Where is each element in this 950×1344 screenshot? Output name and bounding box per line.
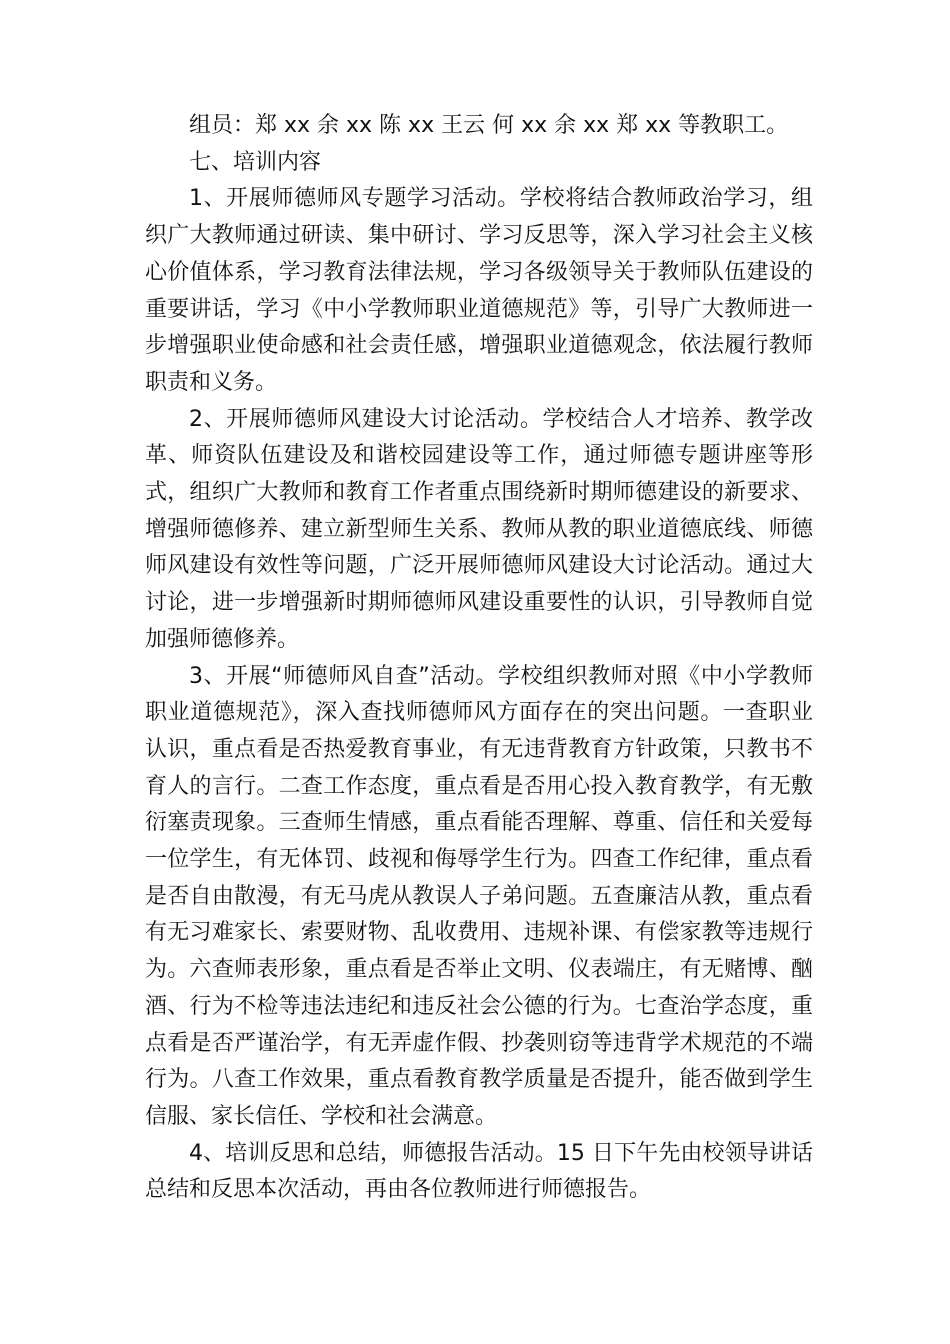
paragraph-item-4: 4、培训反思和总结，师德报告活动。15 日下午先由校领导讲话总结和反思本次活动，再由各位教师进行师德报告。 bbox=[145, 1140, 813, 1203]
members-line: 组员：郑 xx 余 xx 陈 xx 王云 何 xx 余 xx 郑 xx 等教职工。 bbox=[189, 113, 789, 138]
document-body bbox=[145, 108, 813, 1209]
paragraph-item-1: 1、开展师德师风专题学习活动。学校将结合教师政治学习，组织广大教师通过研读、集中研讨、学习反思等，深入学习社会主义核心价值体系，学习教育法律法规，学习各级领导关于教师队伍建设的重要讲话，学习《中小学教师职业道德规范》等，引导广大教师进一步增强职业使命感和社会责任感，增强职业道德观念，依法履行教师职责和义务。 bbox=[145, 186, 813, 395]
section-heading: 七、培训内容 bbox=[189, 149, 322, 175]
paragraph-item-3: 3、开展“师德师风自查”活动。学校组织教师对照《中小学教师职业道德规范》，深入查找师德师风方面存在的突出问题。一查职业认识，重点看是否热爱教育事业，有无违背教育方针政策，只教书不育人的言行。二查工作态度，重点看是否用心投入教育教学，有无敷衍塞责现象。三查师生情感，重点看能否理解、尊重、信任和关爱每一位学生，有无体罚、歧视和侮辱学生行为。四查工作纪律，重点看是否自由散漫，有无马虎从教误人子弟问题。五查廉洁从教，重点看有无习难家长、索要财物、乱收费用、违规补课、有偿家教等违规行为。六查师表形象，重点看是否举止文明、仪表端庄，有无赌博、酗酒、行为不检等违法违纪和违反社会公德的行为。七查治学态度，重点看是否严谨治学，有无弄虚作假、抄袭则窃等违背学术规范的不端行为。八查工作效果，重点看教育教学质量是否提升，能否做到学生信服、家长信任、学校和社会满意。 bbox=[145, 663, 813, 1129]
paragraph-item-2: 2、开展师德师风建设大讨论活动。学校结合人才培养、教学改革、师资队伍建设及和谐校园建设等工作，通过师德专题讲座等形式，组织广大教师和教育工作者重点围绕新时期师德建设的新要求、增强师德修养、建立新型师生关系、教师从教的职业道德底线、师德师风建设有效性等问题，广泛开展师德师风建设大讨论活动。通过大讨论，进一步增强新时期师德师风建设重要性的认识，引导教师自觉加强师德修养。 bbox=[145, 406, 813, 652]
